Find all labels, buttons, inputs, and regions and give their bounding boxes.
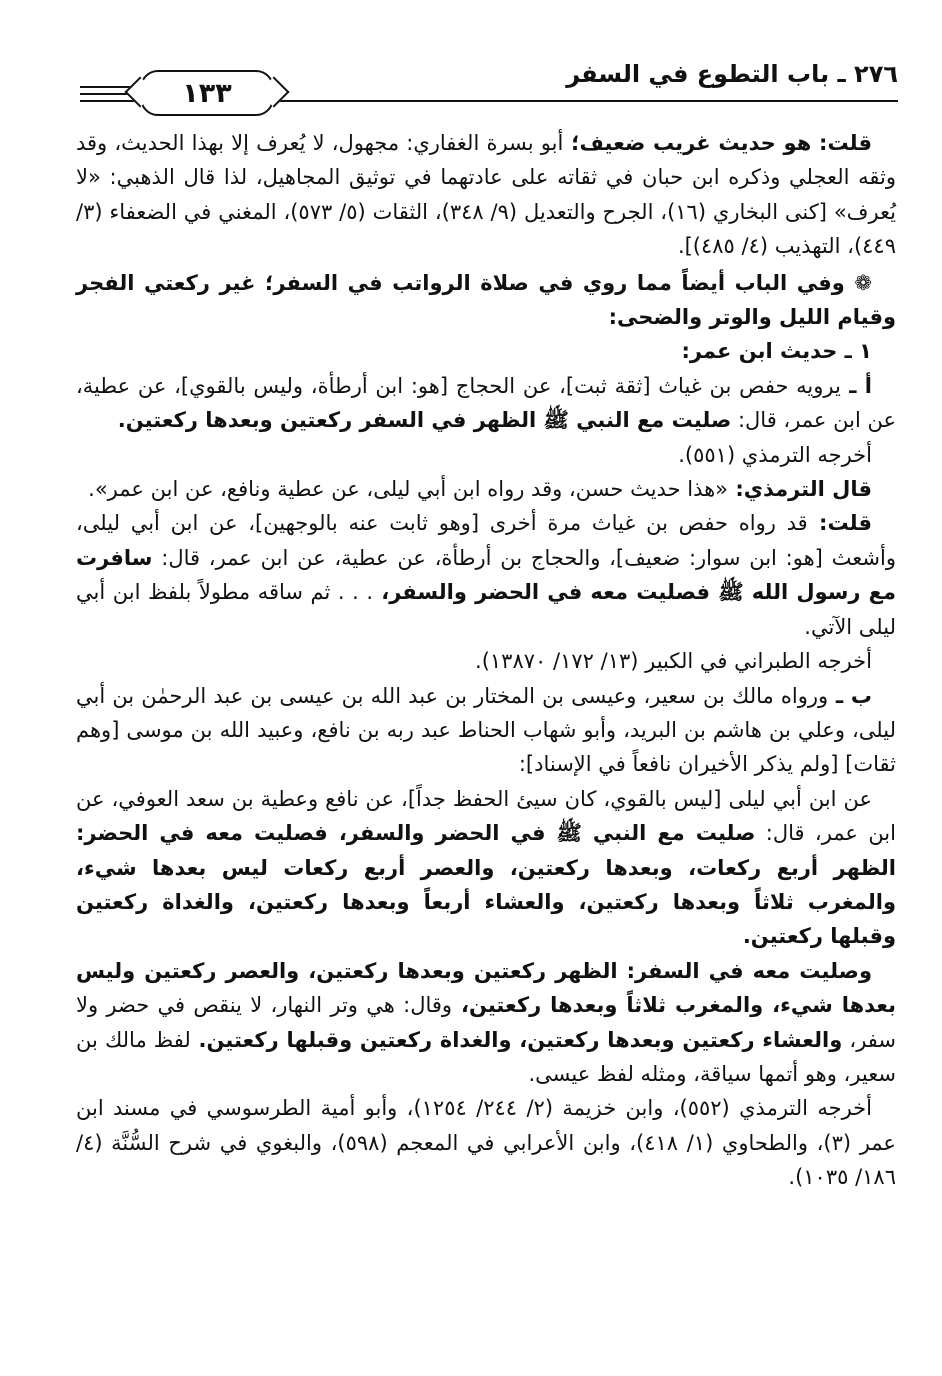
paragraph	[76, 1091, 896, 1194]
page-number-badge	[140, 70, 274, 116]
text-run: أخرجه الترمذي (٥٥٢)، وابن خزيمة (٢/ ٢٤٤/ ١٢٥٤)، وأبو أمية الطرسوسي في مسند ابن عمر (٣)، والطحاوي (١/ ٤١٨)، وابن الأعرابي في المعجم (٥٩٨)، والبغوي في شرح السُّنَّة (٤/ ١٨٦/ ١٠٣٥).	[76, 1096, 896, 1190]
chapter-title: ٢٧٦ ـ باب التطوع في السفر	[566, 60, 898, 88]
text-run: قال الترمذي:	[728, 477, 872, 502]
paragraph	[76, 369, 896, 438]
text-run: وقال: هي وتر النهار، لا ينقص في حضر ولا سفر،	[76, 993, 896, 1052]
text-run: أخرجه الطبراني في الكبير (١٣/ ١٧٢/ ١٣٨٧٠).	[475, 649, 872, 674]
paragraph	[76, 782, 896, 954]
text-run: صليت مع النبي ﷺ الظهر في السفر ركعتين وبعدها ركعتين.	[117, 408, 732, 433]
text-run: أ ـ	[840, 373, 873, 398]
text-run: ❁ وفي الباب أيضاً مما روي في صلاة الرواتب في السفر؛ غير ركعتي الفجر وقيام الليل والوتر والضحى:	[76, 270, 896, 330]
text-run: صليت مع النبي ﷺ في الحضر والسفر، فصليت معه في الحضر: الظهر أربع ركعات، وبعدها ركعتين، والعصر أربع ركعات ليس بعدها شيء، والمغرب ثلاثاً وبعدها ركعتين، والعشاء أربعاً وبعدها ركعتين، والغداة ركعتين وقبلها ركعتين.	[76, 821, 896, 949]
text-run: لفظ مالك بن سعير، وهو أتمها سياقة، ومثله لفظ عيسى.	[76, 1027, 896, 1086]
text-run: «هذا حديث حسن، وقد رواه ابن أبي ليلى، عن عطية ونافع، عن ابن عمر».	[88, 477, 729, 502]
paragraph	[76, 506, 896, 644]
text-run: عن ابن أبي ليلى [ليس بالقوي، كان سيئ الحفظ جداً]، عن نافع وعطية بن سعد العوفي، عن ابن عمر، قال:	[76, 786, 896, 846]
paragraph	[76, 334, 896, 368]
paragraph	[76, 438, 896, 472]
text-run: . . . ثم ساقه مطولاً بلفظ ابن أبي ليلى الآتي.	[76, 580, 896, 639]
text-run: ب ـ	[828, 683, 872, 708]
text-run: يرويه حفص بن غياث [ثقة ثبت]، عن الحجاج [هو: ابن أرطأة، وليس بالقوي]، عن عطية، عن ابن عمر، قال:	[76, 373, 896, 433]
paragraph	[76, 644, 896, 678]
text-run: أخرجه الترمذي (٥٥١).	[678, 442, 872, 467]
text-run: أبو بسرة الغفاري: مجهول، لا يُعرف إلا بهذا الحديث، وقد وثقه العجلي وذكره ابن حبان في ثقاته على عادتهما في توثيق المجاهيل، لذا قال الذهبي: «لا يُعرف» [كنى البخاري (١٦)، الجرح والتعديل (٩/ ٣٤٨)، الثقات (٥/ ٥٧٣)، المغني في الضعفاء (٣/ ٤٤٩)، التهذيب (٤/ ٤٨٥)].	[76, 131, 897, 259]
page-number: ١٣٣	[182, 77, 232, 109]
text-run: وصليت معه في السفر: الظهر ركعتين وبعدها ركعتين، والعصر ركعتين وليس بعدها شيء، والمغرب ثلاثاً وبعدها ركعتين،	[76, 958, 897, 1018]
text-run: ورواه مالك بن سعير، وعيسى بن المختار بن عبد الله بن عيسى بن عبد الرحمٰن بن أبي ليلى، وعلي بن هاشم بن البريد، وأبو شهاب الحناط عبد ربه بن نافع، وعبيد الله بن موسى [وهم ثقات] [ولم يذكر الأخيران نافعاً في الإسناد]:	[76, 683, 896, 777]
paragraph	[76, 679, 896, 782]
paragraph	[76, 472, 896, 506]
text-run: قلت:	[807, 511, 872, 536]
text-run: قلت: هو حديث غريب ضعيف؛	[563, 131, 872, 155]
paragraph	[76, 126, 896, 264]
text-run: والعشاء ركعتين وبعدها ركعتين، والغداة ركعتين وقبلها ركعتين.	[190, 1027, 843, 1052]
text-run: سافرت مع رسول الله ﷺ فصليت معه في الحضر والسفر،	[76, 545, 896, 605]
main-text	[76, 126, 896, 1195]
paragraph	[76, 954, 896, 1092]
text-run: ١ ـ حديث ابن عمر:	[681, 339, 872, 364]
paragraph	[76, 266, 896, 335]
page-header	[80, 60, 898, 112]
text-run: قد رواه حفص بن غياث مرة أخرى [وهو ثابت عنه بالوجهين]، عن ابن أبي ليلى، وأشعث [هو: ابن سوار: ضعيف]، والحجاج بن أرطأة، عن عطية، عن ابن عمر، قال:	[76, 511, 896, 570]
